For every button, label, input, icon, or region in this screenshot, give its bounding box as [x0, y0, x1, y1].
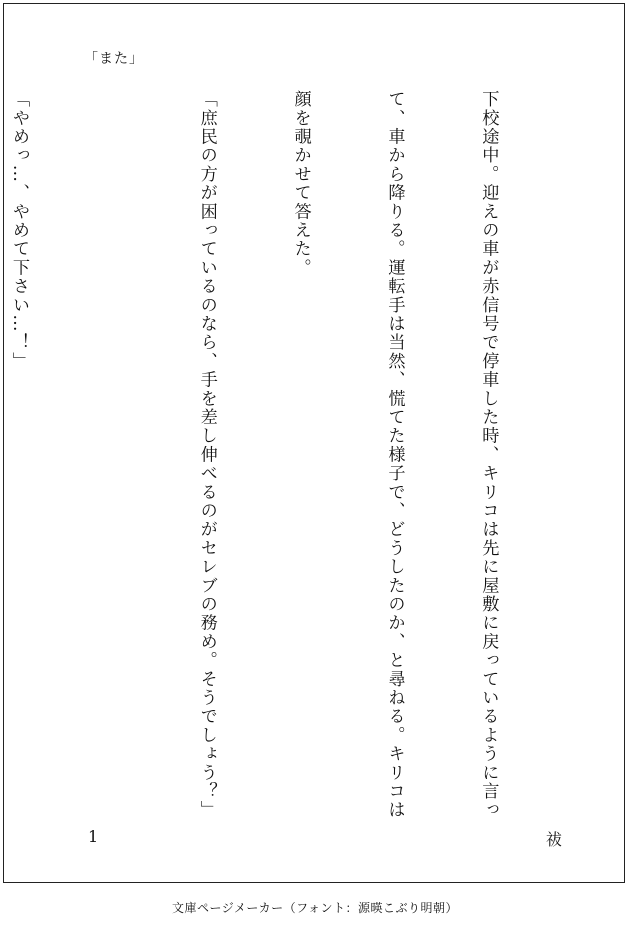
- text-line: 下校途中。迎えの車が赤信号で停車した時、キリコは先に屋敷に戻っているように言っ: [478, 90, 499, 820]
- chapter-label: 祓: [545, 830, 562, 849]
- text-line: 「やめっ…、やめて下さい…！」: [8, 90, 29, 371]
- running-header: 「また」: [84, 51, 144, 67]
- page-number: 1: [88, 827, 99, 846]
- body-text: [0, 90, 566, 820]
- text-line: て、車から降りる。運転手は当然、慌てた様子で、どうしたのか、と尋ねる。キリコは: [384, 90, 405, 820]
- text-line: 「庶民の方が困っているのなら、手を差し伸べるのがセレブの務め。そうでしょう？」: [196, 90, 217, 820]
- blank-line: [97, 90, 128, 740]
- footer-caption: 文庫ページメーカー（フォント：源暎こぶり明朝）: [171, 901, 459, 915]
- text-line: 顔を覗かせて答えた。: [290, 90, 311, 277]
- book-page: [3, 3, 625, 883]
